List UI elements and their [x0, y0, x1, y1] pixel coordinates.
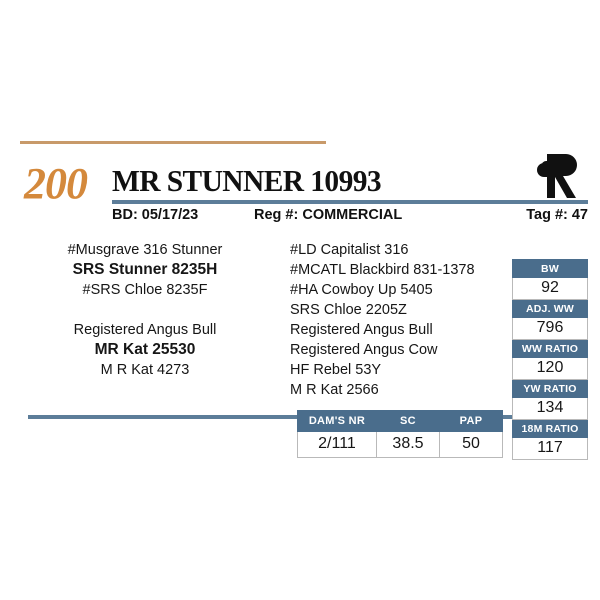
sire-group — [14, 240, 276, 300]
great-grandparent: M R Kat 2566 — [290, 382, 379, 398]
epd-value-bw: 92 — [513, 278, 588, 300]
lot-number: 200 — [24, 159, 87, 208]
great-grandparent: Registered Angus Cow — [290, 342, 438, 358]
epd-label-bw: BW — [513, 260, 588, 278]
cell-dams-nr: 2/111 — [298, 432, 377, 458]
great-grandparent: Registered Angus Bull — [290, 322, 433, 338]
top-accent-rule — [20, 141, 326, 144]
great-grandparent: #LD Capitalist 316 — [290, 242, 409, 258]
table-header-row — [298, 411, 503, 432]
epd-value-adj-ww: 796 — [513, 318, 588, 340]
great-grandparent: HF Rebel 53Y — [290, 362, 382, 378]
column-header-sc: SC — [377, 411, 440, 432]
table-row — [298, 432, 503, 458]
brand-r-logo-icon — [534, 152, 586, 200]
great-grandparent: SRS Chloe 2205Z — [290, 302, 407, 318]
birth-date: BD: 05/17/23 — [112, 207, 199, 223]
dam-group — [14, 320, 276, 380]
epd-value-row — [513, 438, 588, 460]
epd-label-18m-ratio: 18M RATIO — [513, 420, 588, 438]
registration: Reg #: COMMERCIAL — [254, 207, 403, 223]
column-header-pap: PAP — [440, 411, 503, 432]
page-title: MR STUNNER 10993 — [112, 163, 382, 198]
epd-label-adj-ww: ADJ. WW — [513, 300, 588, 318]
sire-granddam: #SRS Chloe 8235F — [82, 282, 208, 298]
epd-value-yw-ratio: 134 — [513, 398, 588, 420]
epd-value-row — [513, 398, 588, 420]
epd-value-18m-ratio: 117 — [513, 438, 588, 460]
epd-value-ww-ratio: 120 — [513, 358, 588, 380]
dam-granddam: M R Kat 4273 — [100, 362, 190, 378]
column-header-dams-nr: DAM'S NR — [298, 411, 377, 432]
epd-value-row — [513, 358, 588, 380]
epd-value-row — [513, 318, 588, 340]
cell-sc: 38.5 — [377, 432, 440, 458]
pedigree-parents-column — [14, 240, 276, 400]
measurements-table — [297, 410, 503, 458]
epd-label-row — [513, 380, 588, 398]
great-grandparent: #MCATL Blackbird 831-1378 — [290, 262, 475, 278]
header-divider-rule — [112, 200, 588, 204]
cell-pap: 50 — [440, 432, 503, 458]
epd-label-yw-ratio: YW RATIO — [513, 380, 588, 398]
great-grandparent: #HA Cowboy Up 5405 — [290, 282, 433, 298]
pedigree-grandparents-column — [290, 240, 500, 400]
sire-name: SRS Stunner 8235H — [72, 261, 218, 278]
sire-grandsire: #Musgrave 316 Stunner — [67, 242, 223, 258]
epd-value-row — [513, 278, 588, 300]
dam-name: MR Kat 25530 — [94, 341, 196, 358]
epd-label-row — [513, 420, 588, 438]
info-bar — [112, 207, 588, 227]
epd-label-ww-ratio: WW RATIO — [513, 340, 588, 358]
dam-grandsire: Registered Angus Bull — [73, 322, 217, 338]
epd-label-row — [513, 260, 588, 278]
epd-label-row — [513, 300, 588, 318]
epd-label-row — [513, 340, 588, 358]
tag-number: Tag #: 47 — [526, 207, 588, 223]
footer-divider-rule-left — [28, 415, 300, 419]
epd-sidebar-table — [512, 259, 588, 460]
